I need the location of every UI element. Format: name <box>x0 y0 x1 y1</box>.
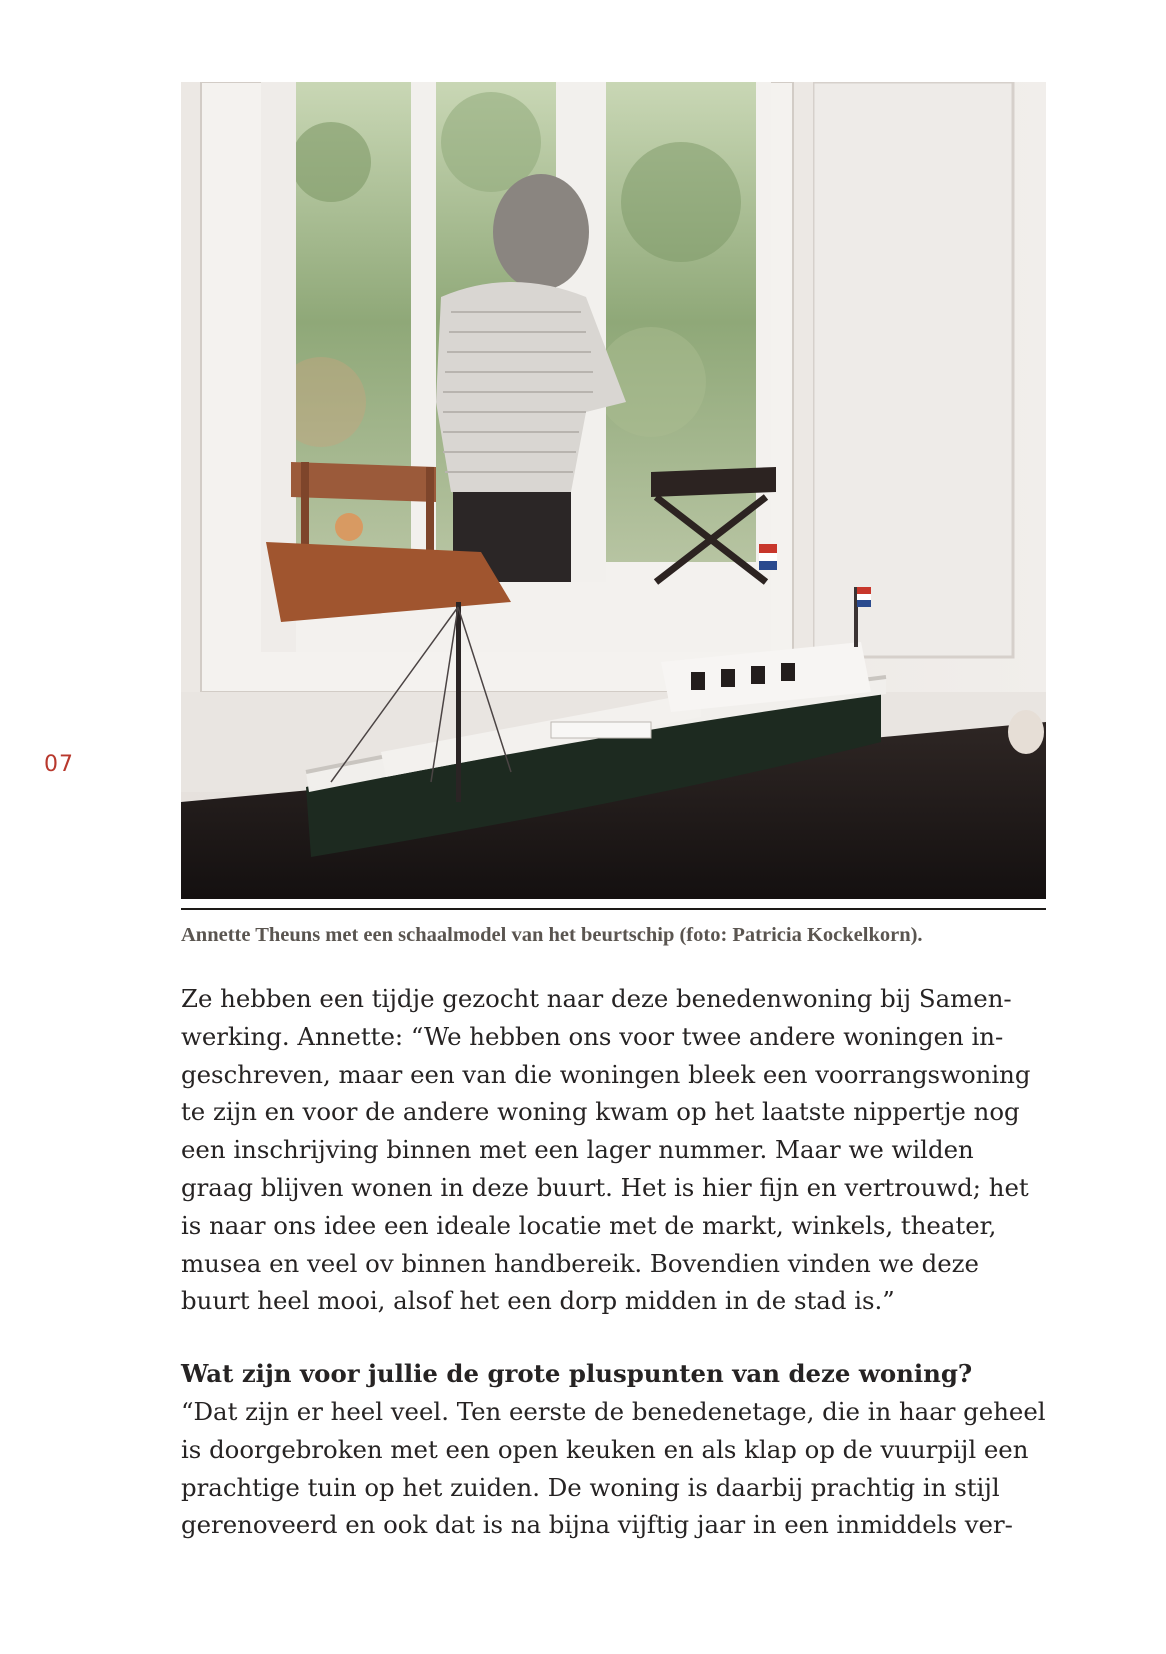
paragraph-1-line: een inschrijving binnen met een lager nummer. Maar we wilden <box>181 1135 974 1165</box>
paragraph-1-line: buurt heel mooi, alsof het een dorp midden in de stad is.” <box>181 1286 895 1316</box>
paragraph-2-line: is doorgebroken met een open keuken en als klap op de vuurpijl een <box>181 1434 1029 1464</box>
paragraph-gap <box>181 1320 1061 1355</box>
paragraph-1-line: te zijn en voor de andere woning kwam op het laatste nippertje nog <box>181 1097 1020 1127</box>
page-number: 07 <box>44 752 74 777</box>
paragraph-2-line: gerenoveerd en ook dat is na bijna vijftig jaar in een inmiddels ver- <box>181 1510 1013 1540</box>
photo-caption: Annette Theuns met een schaalmodel van het beurtschip (foto: Patricia Kockelkorn). <box>181 924 923 946</box>
caption-rule <box>181 908 1046 910</box>
paragraph-1-line: geschreven, maar een van die woningen bleek een voorrangswoning <box>181 1059 1031 1089</box>
interview-question: Wat zijn voor jullie de grote pluspunten van deze woning? <box>181 1359 973 1389</box>
paragraph-1-line: is naar ons idee een ideale locatie met de markt, winkels, theater, <box>181 1210 997 1240</box>
paragraph-1-line: Ze hebben een tijdje gezocht naar deze benedenwoning bij Samen- <box>181 984 1012 1013</box>
paragraph-1-line: graag blijven wonen in deze buurt. Het is hier fijn en vertrouwd; het <box>181 1172 1029 1202</box>
article-body <box>181 980 1061 1544</box>
paragraph-1-line: werking. Annette: “We hebben ons voor twee andere woningen in- <box>181 1021 1004 1051</box>
paragraph-1-line: musea en veel ov binnen handbereik. Bovendien vinden we deze <box>181 1248 979 1278</box>
photo-boat-model <box>181 82 1046 899</box>
paragraph-2-line: “Dat zijn er heel veel. Ten eerste de benedenetage, die in haar geheel <box>181 1396 1046 1426</box>
paragraph-2-line: prachtige tuin op het zuiden. De woning is daarbij prachtig in stijl <box>181 1472 1000 1502</box>
